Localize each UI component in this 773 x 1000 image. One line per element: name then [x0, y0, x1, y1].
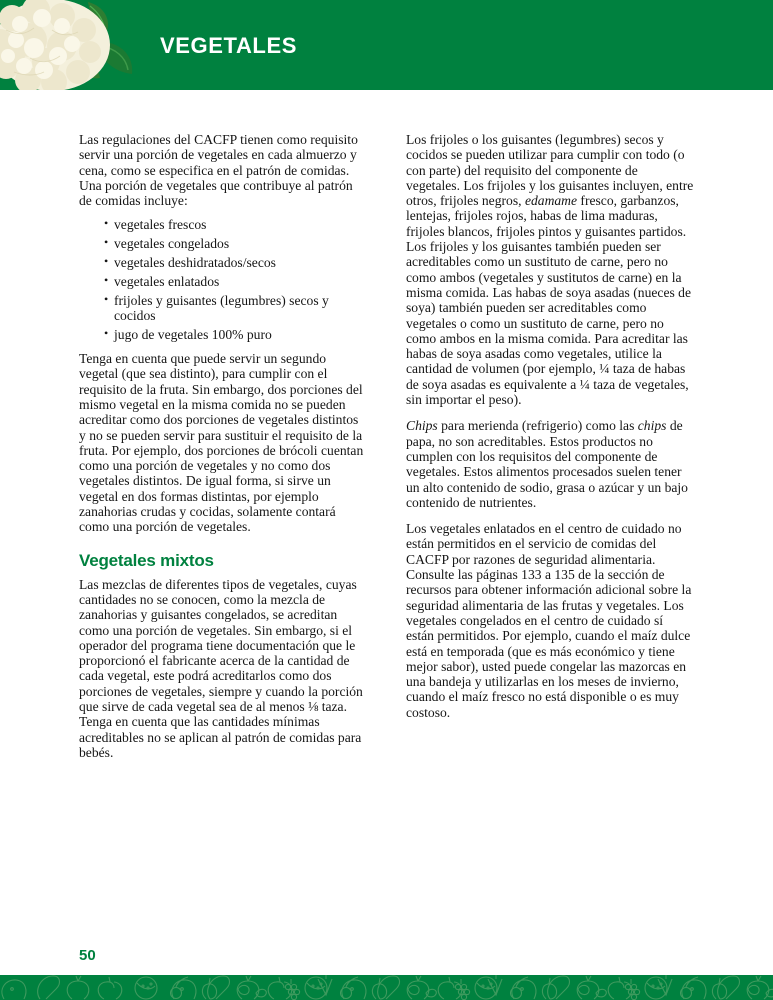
beans-text-part-1: Los frijoles o los guisantes (legumbres) secos y cocidos se pueden utilizar para cumplir con todo (o con parte) del requisito del componente de vegetales. Los frijoles y los guisantes incluyen, entre otros, frijoles negros, [406, 132, 694, 209]
chips-text-part-2: de papa, no son acreditables. Estos productos no cumplen con los requisitos del componente de vegetales. Estos alimentos procesados suelen tener un alto contenido de sodio, grasa o azúcar y un bajo contenido de nutrientes. [406, 418, 688, 510]
page-title: VEGETALES [160, 33, 298, 58]
paragraph-mixed-vegetables: Las mezclas de diferentes tipos de vegetales, cuyas cantidades no se conocen, como la mezcla de zanahorias y guisantes congelados, se acreditan como una porción de vegetales. Sin embargo, si el operador del programa tiene documentación que le proporcionó el fabricante acerca de la cantidad de cada vegetal, este podrá acreditarlos como dos porciones de vegetales, siempre y cuando la porción que sirve de cada vegetal sea de al menos ⅛ taza. Tenga en cuenta que las cantidades mínimas acreditables no se aplican al patrón de comidas para bebés. [79, 576, 363, 760]
list-item: • vegetales congelados [79, 236, 367, 251]
chips-italic-second: chips [637, 418, 667, 434]
edamame-italic: edamame [524, 193, 578, 209]
vegetable-outline-pattern-icon [0, 975, 773, 1000]
footer-band [0, 975, 773, 1000]
paragraph-second-vegetable: Tenga en cuenta que puede servir un segundo vegetal (que sea distinto), para cumplir con el requisito de la fruta. Sin embargo, dos porciones del mismo vegetal en la misma comida no se pueden acreditar como dos porciones de vegetales distintos y no se pueden servir para sustituir el requisito de la fruta. Por ejemplo, dos porciones de brócoli cuentan como una porción de vegetales y no como dos vegetales distintos. De igual forma, si sirve un vegetal en dos formas distintas, por ejemplo zanahorias crudas y cocidas, solamente contará como una porción de vegetales. [79, 351, 364, 535]
paragraph-intro: Las regulaciones del CACFP tienen como requisito servir una porción de vegetales en cada almuerzo y cena, como se especifica en el patrón de comidas. Una porción de vegetales que contribuye al patrón de comidas incluye: [79, 132, 358, 209]
beans-text-part-2: fresco, garbanzos, lentejas, frijoles rojos, habas de lima maduras, frijoles blancos, frijoles pintos y guisantes partidos. Los frijoles y los guisantes también pueden ser acreditables como un sustituto de carne, pero no como ambos (vegetales y sustitutos de carne) en la misma comida. Las habas de soya asadas (nueces de soya) también pueden ser acreditables como vegetales o como un sustituto de carne, pero no como ambos en la misma comida. Para acreditar las habas de soya asadas como vegetales, utilice la cantidad de volumen (por ejemplo, ¼ taza de habas de soya asadas es equivalente a ¼ taza de vegetales, sin importar el peso). [406, 193, 691, 408]
list-item: • frijoles y guisantes (legumbres) secos y cocidos [79, 293, 367, 324]
page-header-band [0, 0, 773, 90]
right-column [406, 132, 694, 731]
paragraph-canned-frozen: Los vegetales enlatados en el centro de cuidado no están permitidos en el servicio de comidas del CACFP por razones de seguridad alimentaria. Consulte las páginas 133 a 135 de la sección de recursos para obtener información adicional sobre la seguridad alimentaria de las frutas y vegetales. Los vegetales congelados en el centro de cuidado sí están permitidos. Por ejemplo, cuando el maíz dulce está en temporada (que es más económico y tiene mejor sabor), usted puede congelar las mazorcas en una bandeja y utilizarlas en los meses de invierno, cuando el maíz fresco no está disponible o es muy costoso. [406, 521, 692, 720]
chips-text-part-1: para merienda (refrigerio) como las [437, 418, 638, 434]
paragraph-beans-peas [406, 132, 694, 407]
left-column [79, 132, 367, 771]
page-content [0, 90, 773, 975]
list-item: • vegetales deshidratados/secos [79, 255, 367, 270]
paragraph-chips [406, 418, 694, 510]
subheading-vegetales-mixtos: Vegetales mixtos [79, 550, 214, 570]
vegetable-types-list [79, 217, 367, 342]
list-item: • vegetales frescos [79, 217, 367, 232]
list-item: • vegetales enlatados [79, 274, 367, 289]
cauliflower-photo [0, 0, 145, 90]
list-item: • jugo de vegetales 100% puro [79, 327, 367, 342]
page-number: 50 [79, 947, 96, 964]
chips-italic-lead: Chips [406, 418, 438, 434]
